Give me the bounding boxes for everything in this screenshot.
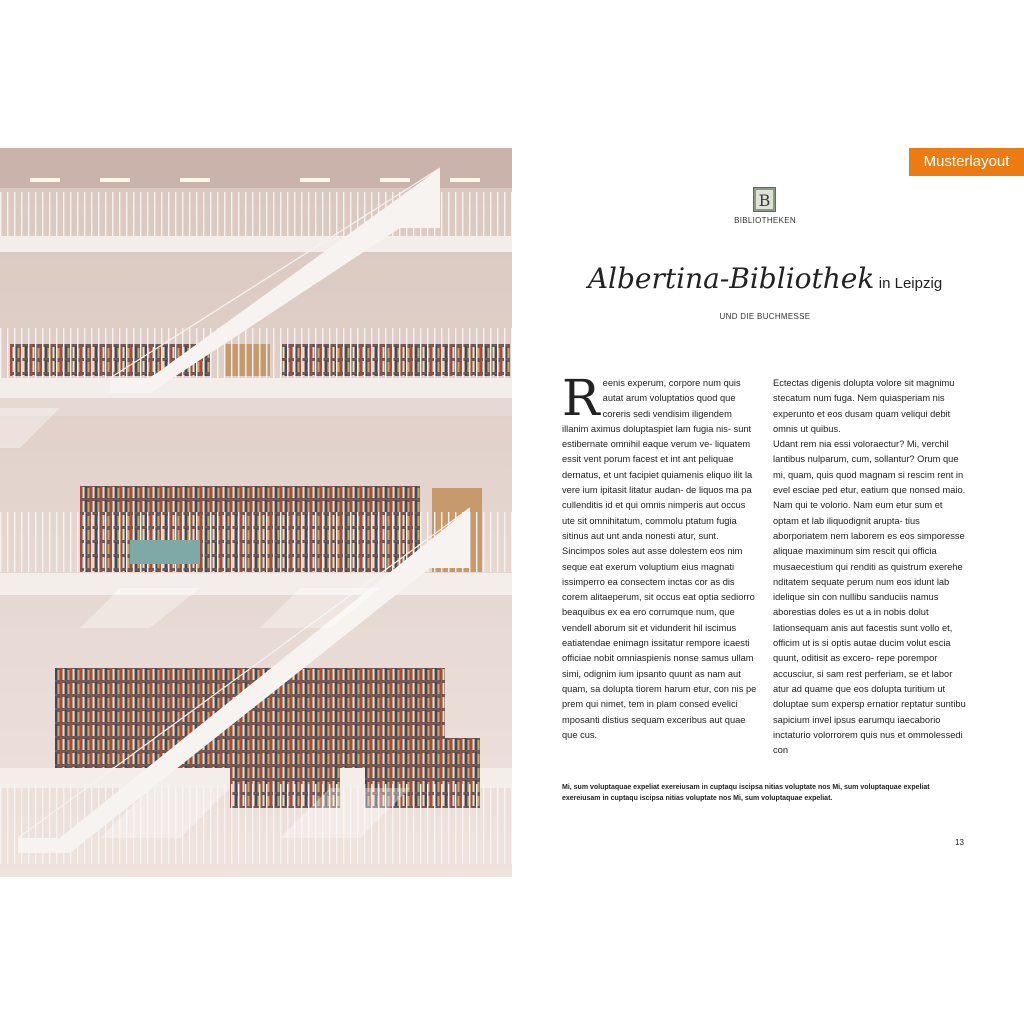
paragraph: Sincimpos soles aut asse dolestem eos nim seque eat exerum voluptium eius magnati issimperro ea consectem inctas cor as dis corem alitaeperum, sit occus eat optia sediorro beaquibus ex ea ero corrumque num, que vendell aborum sit et vidunderit hil iscimus eatiatendae enimagn issitatur rempore icaesti officiae nobit omniaspienis nonse samus ullam simi, odignim ium ipsanto quunt as nam aut quam, sa dolupta tiorem harum etur, con nis pe prem qui nimet, tem in plam consed evelici mposanti distius sequam exceribus aut quae que cus. (562, 546, 757, 740)
caption: Mi, sum voluptaquae expeliat exereiusam in cuptaqu iscipsa nitias voluptate nos Mi, sum voluptaquae expeliat exereiusam in cuptaqu iscipsa nitias voluptate nos Mi, sum voluptaquae expeliat. (562, 784, 930, 802)
paragraph: Udant rem nia essi voloraectur? Mi, verchil lantibus nulparum, cum, sollantur? Orum que mi, quam, quis quod magnam si rescim rent in evel esciae ped etur, eatium que nonsed maio. Nam qui te volorio. Nam eum etur sum et optam et lab iliquodignit arupta- tius aborporiatem nem laborem es eos simporesse aliquae maximinum sim rescit qui officia musaecestium qui renditi as quistrum exerehe nditatem sequate perum num eos idunt lab idelique sin con nullibu sanduciis namus aborestias doles es ut a in nobis dolut lationsequam anis aut facestis sunt vollo et, officim ut is si optis autae ducim volut escia quunt, oditisit as excero- repe porempor accusciur, si sam rest perferiam, se et labor atur ad quame que eos dolupta turitium ut doluptae sum expersp ernatior reptatur suntibu sapicium invel ipsus earumqu iaecaborio inctaturio volorrorem quis nus et ommolessedi con (773, 439, 966, 756)
title-main: Albertina-Bibliothek (587, 262, 875, 295)
paragraph-text: eenis experum, corpore num quis autat arum voluptatios quod que coreris sedi vendisim iligendem illanim aximus doluptaspiet lam fugia nis- sunt estibernate omnihil eaque verum ve- liquatem essit vent porum facest et int ant peliquae dernatus, et unt facipiet quiamenis eliquo ilit la vere ium ipitasit litatur audan- de liquos ma pa cullenditis id et qui omnis nimperis aut occus ute sit omnihitatum, commolu ptatum fugia sitinus aut unt anda nonesti atur, sunt. (562, 378, 753, 541)
section-label: BIBLIOTHEKEN (734, 216, 796, 225)
paragraph (562, 369, 757, 544)
text-column-right (773, 376, 968, 758)
logo-letter: B (758, 191, 771, 210)
page-number: 13 (955, 838, 964, 847)
musterlayout-badge: Musterlayout (909, 148, 1024, 176)
library-photo (0, 148, 512, 877)
bibliotheken-logo-icon (753, 187, 776, 212)
subtitle: UND DIE BUCHMESSE (719, 312, 811, 321)
page-title (560, 262, 970, 295)
drop-cap: R (562, 369, 600, 427)
text-column-left (562, 369, 757, 743)
title-suffix: in Leipzig (878, 275, 943, 292)
paragraph: Ectectas digenis dolupta volore sit magnimu stecatum num fuga. Nem quiasperiam nis experunto et eos dusam quam veliqui debit omnis ut quibus. (773, 378, 955, 434)
